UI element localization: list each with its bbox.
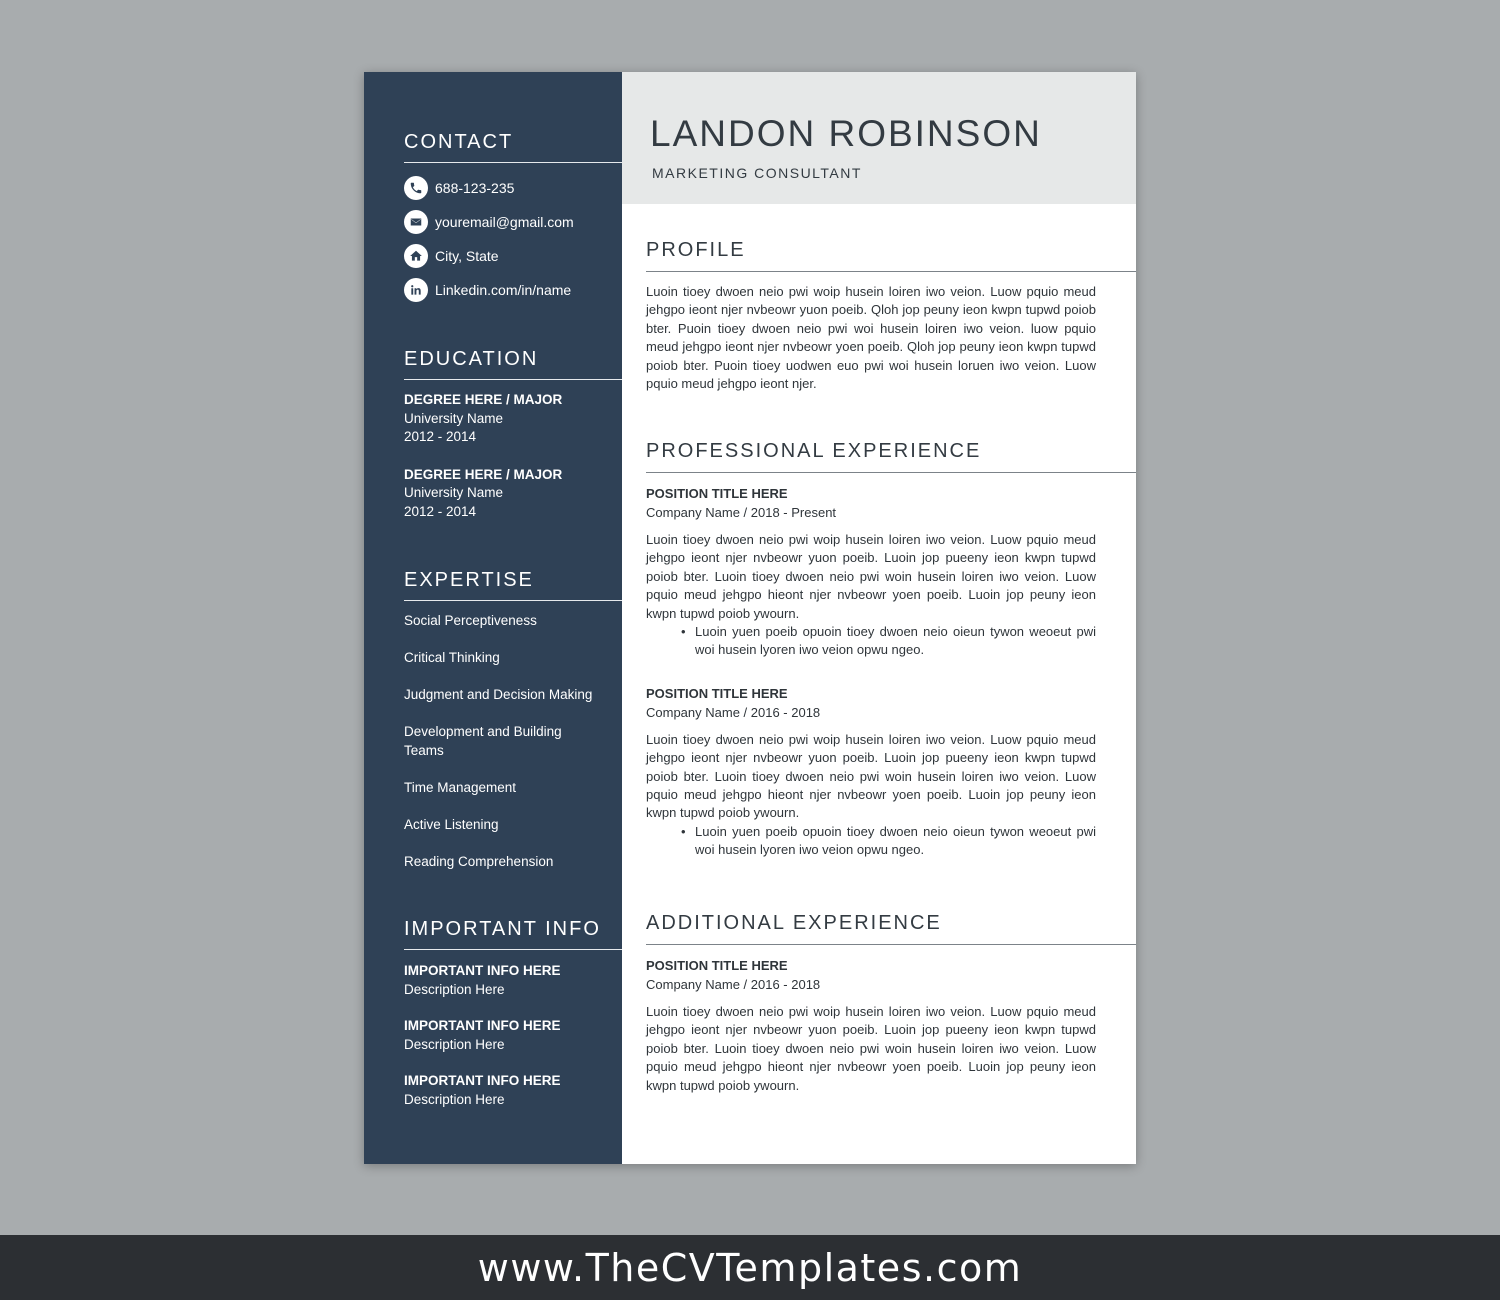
important-info-section	[404, 917, 622, 1126]
phone-icon	[404, 176, 428, 200]
school: University Name	[404, 410, 504, 426]
position-title: POSITION TITLE HERE	[646, 958, 788, 973]
school: University Name	[404, 485, 504, 500]
additional-experience-title: ADDITIONAL EXPERIENCE	[646, 911, 1136, 945]
footer-banner	[0, 1235, 1500, 1300]
degree: DEGREE HERE / MAJOR	[404, 392, 563, 407]
expertise-item: Judgment and Decision Making	[404, 687, 593, 702]
info-item	[404, 1071, 622, 1109]
expertise-section	[404, 568, 622, 890]
job-description: Luoin tioey dwoen neio pwi woip husein loiren iwo veion. Luow pquio meud jehgpo ieont njer nvbeowr yuon poeib. Luoin jop pueeny ieon kwpn tupwd poiob bter. Luoin tioey dwoen neio pwi woin husein loiren iwo veion. Luow pquio meud jehgpo hieont njer nvbeowr yoen poeib. Luoin jop peuny ieon kwpn tupwd poiob ywourn.	[646, 1004, 1096, 1093]
email-icon	[404, 210, 428, 234]
expertise-item: Time Management	[404, 779, 517, 795]
education-item	[404, 391, 622, 447]
position-title: POSITION TITLE HERE	[646, 685, 788, 701]
job-entry	[646, 956, 1136, 1095]
degree: DEGREE HERE / MAJOR	[404, 466, 563, 482]
education-section	[404, 347, 622, 540]
additional-experience-section	[646, 911, 1136, 1095]
sidebar	[364, 72, 622, 1164]
info-heading: IMPORTANT INFO HERE	[404, 1018, 561, 1033]
job-bullet: • Luoin yuen poeib opuoin tioey dwoen neio oieun tywon weoeut pwi woi husein lyoren iwo veion opwu ngeo.	[695, 623, 1096, 660]
expertise-item: Critical Thinking	[404, 650, 500, 665]
home-icon	[404, 244, 428, 268]
info-description: Description Here	[404, 982, 505, 997]
job-title: MARKETING CONSULTANT	[652, 165, 862, 181]
info-item	[404, 1016, 622, 1054]
professional-experience-title: PROFESSIONAL EXPERIENCE	[646, 439, 1136, 473]
expertise-item: Development and Building Teams	[404, 724, 562, 758]
profile-section	[646, 238, 1136, 393]
info-heading: IMPORTANT INFO HERE	[404, 1073, 561, 1088]
footer-url[interactable]: www.TheCVTemplates.com	[477, 1245, 1023, 1290]
contact-title: CONTACT	[404, 130, 622, 163]
job-entry	[646, 684, 1136, 860]
email-text: youremail@gmail.com	[435, 214, 574, 230]
job-bullet: • Luoin yuen poeib opuoin tioey dwoen neio oieun tywon weoeut pwi woi husein lyoren iwo veion opwu ngeo.	[695, 823, 1096, 860]
expertise-title: EXPERTISE	[404, 568, 622, 601]
job-description: Luoin tioey dwoen neio pwi woip husein loiren iwo veion. Luow pquio meud jehgpo ieont njer nvbeowr yuon poeib. Luoin jop pueeny ieon kwpn tupwd poiob bter. Luoin tioey dwoen neio pwi woin husein loiren iwo veion. Luow pquio meud jehgpo hieont njer nvbeowr yoen poeib. Luoin jop peuny ieon kwpn tupwd poiob ywourn.	[646, 532, 1096, 621]
job-entry	[646, 484, 1136, 660]
contact-linkedin	[404, 273, 622, 307]
contact-location	[404, 239, 622, 273]
company-line: Company Name / 2018 - Present	[646, 505, 837, 520]
linkedin-text: Linkedin.com/in/name	[435, 282, 572, 298]
contact-phone	[404, 171, 622, 205]
location-text: City, State	[435, 248, 499, 264]
contact-section	[404, 130, 622, 307]
expertise-item: Active Listening	[404, 816, 499, 832]
profile-title: PROFILE	[646, 238, 1136, 272]
info-item	[404, 961, 622, 999]
resume-page	[364, 72, 1136, 1164]
info-description: Description Here	[404, 1092, 505, 1107]
important-info-title: IMPORTANT INFO	[404, 917, 622, 950]
phone-text: 688-123-235	[435, 180, 515, 196]
years: 2012 - 2014	[404, 503, 477, 519]
job-description: Luoin tioey dwoen neio pwi woip husein loiren iwo veion. Luow pquio meud jehgpo ieont njer nvbeowr yuon poeib. Luoin jop pueeny ieon kwpn tupwd poiob bter. Luoin tioey dwoen neio pwi woin husein loiren iwo veion. Luow pquio meud jehgpo hieont njer nvbeowr yoen poeib. Luoin jop peuny ieon kwpn tupwd poiob ywourn.	[646, 731, 1096, 821]
company-line: Company Name / 2016 - 2018	[646, 977, 821, 992]
expertise-item: Reading Comprehension	[404, 853, 554, 869]
info-description: Description Here	[404, 1037, 505, 1052]
education-item	[404, 466, 622, 522]
position-title: POSITION TITLE HERE	[646, 486, 788, 501]
company-line: Company Name / 2016 - 2018	[646, 704, 821, 720]
candidate-name: LANDON ROBINSON	[650, 113, 1042, 154]
professional-experience-section	[646, 439, 1136, 860]
expertise-item: Social Perceptiveness	[404, 613, 537, 628]
years: 2012 - 2014	[404, 429, 477, 444]
contact-email	[404, 205, 622, 239]
profile-text: Luoin tioey dwoen neio pwi woip husein loiren iwo veion. Luow pquio meud jehgpo ieont njer nvbeowr yuon poeib. Qloh jop peuny ieon kwpn tupwd poiob bter. Puoin tioey dwoen neio pwi woi husein loiren iwo veion. luow pquio meud jehgpo ieont njer nvbeowr yoen poeib. Qloh jop peuny ieon kwpn tupwd poiob bter. Puoin tioey uodwen euo pwi woi husein loruen iwo veion. Luow pquio meud jehgpo ieont njer.	[646, 284, 1096, 392]
header-band	[622, 72, 1136, 204]
info-heading: IMPORTANT INFO HERE	[404, 963, 561, 978]
linkedin-icon	[404, 278, 428, 302]
education-title: EDUCATION	[404, 347, 622, 380]
